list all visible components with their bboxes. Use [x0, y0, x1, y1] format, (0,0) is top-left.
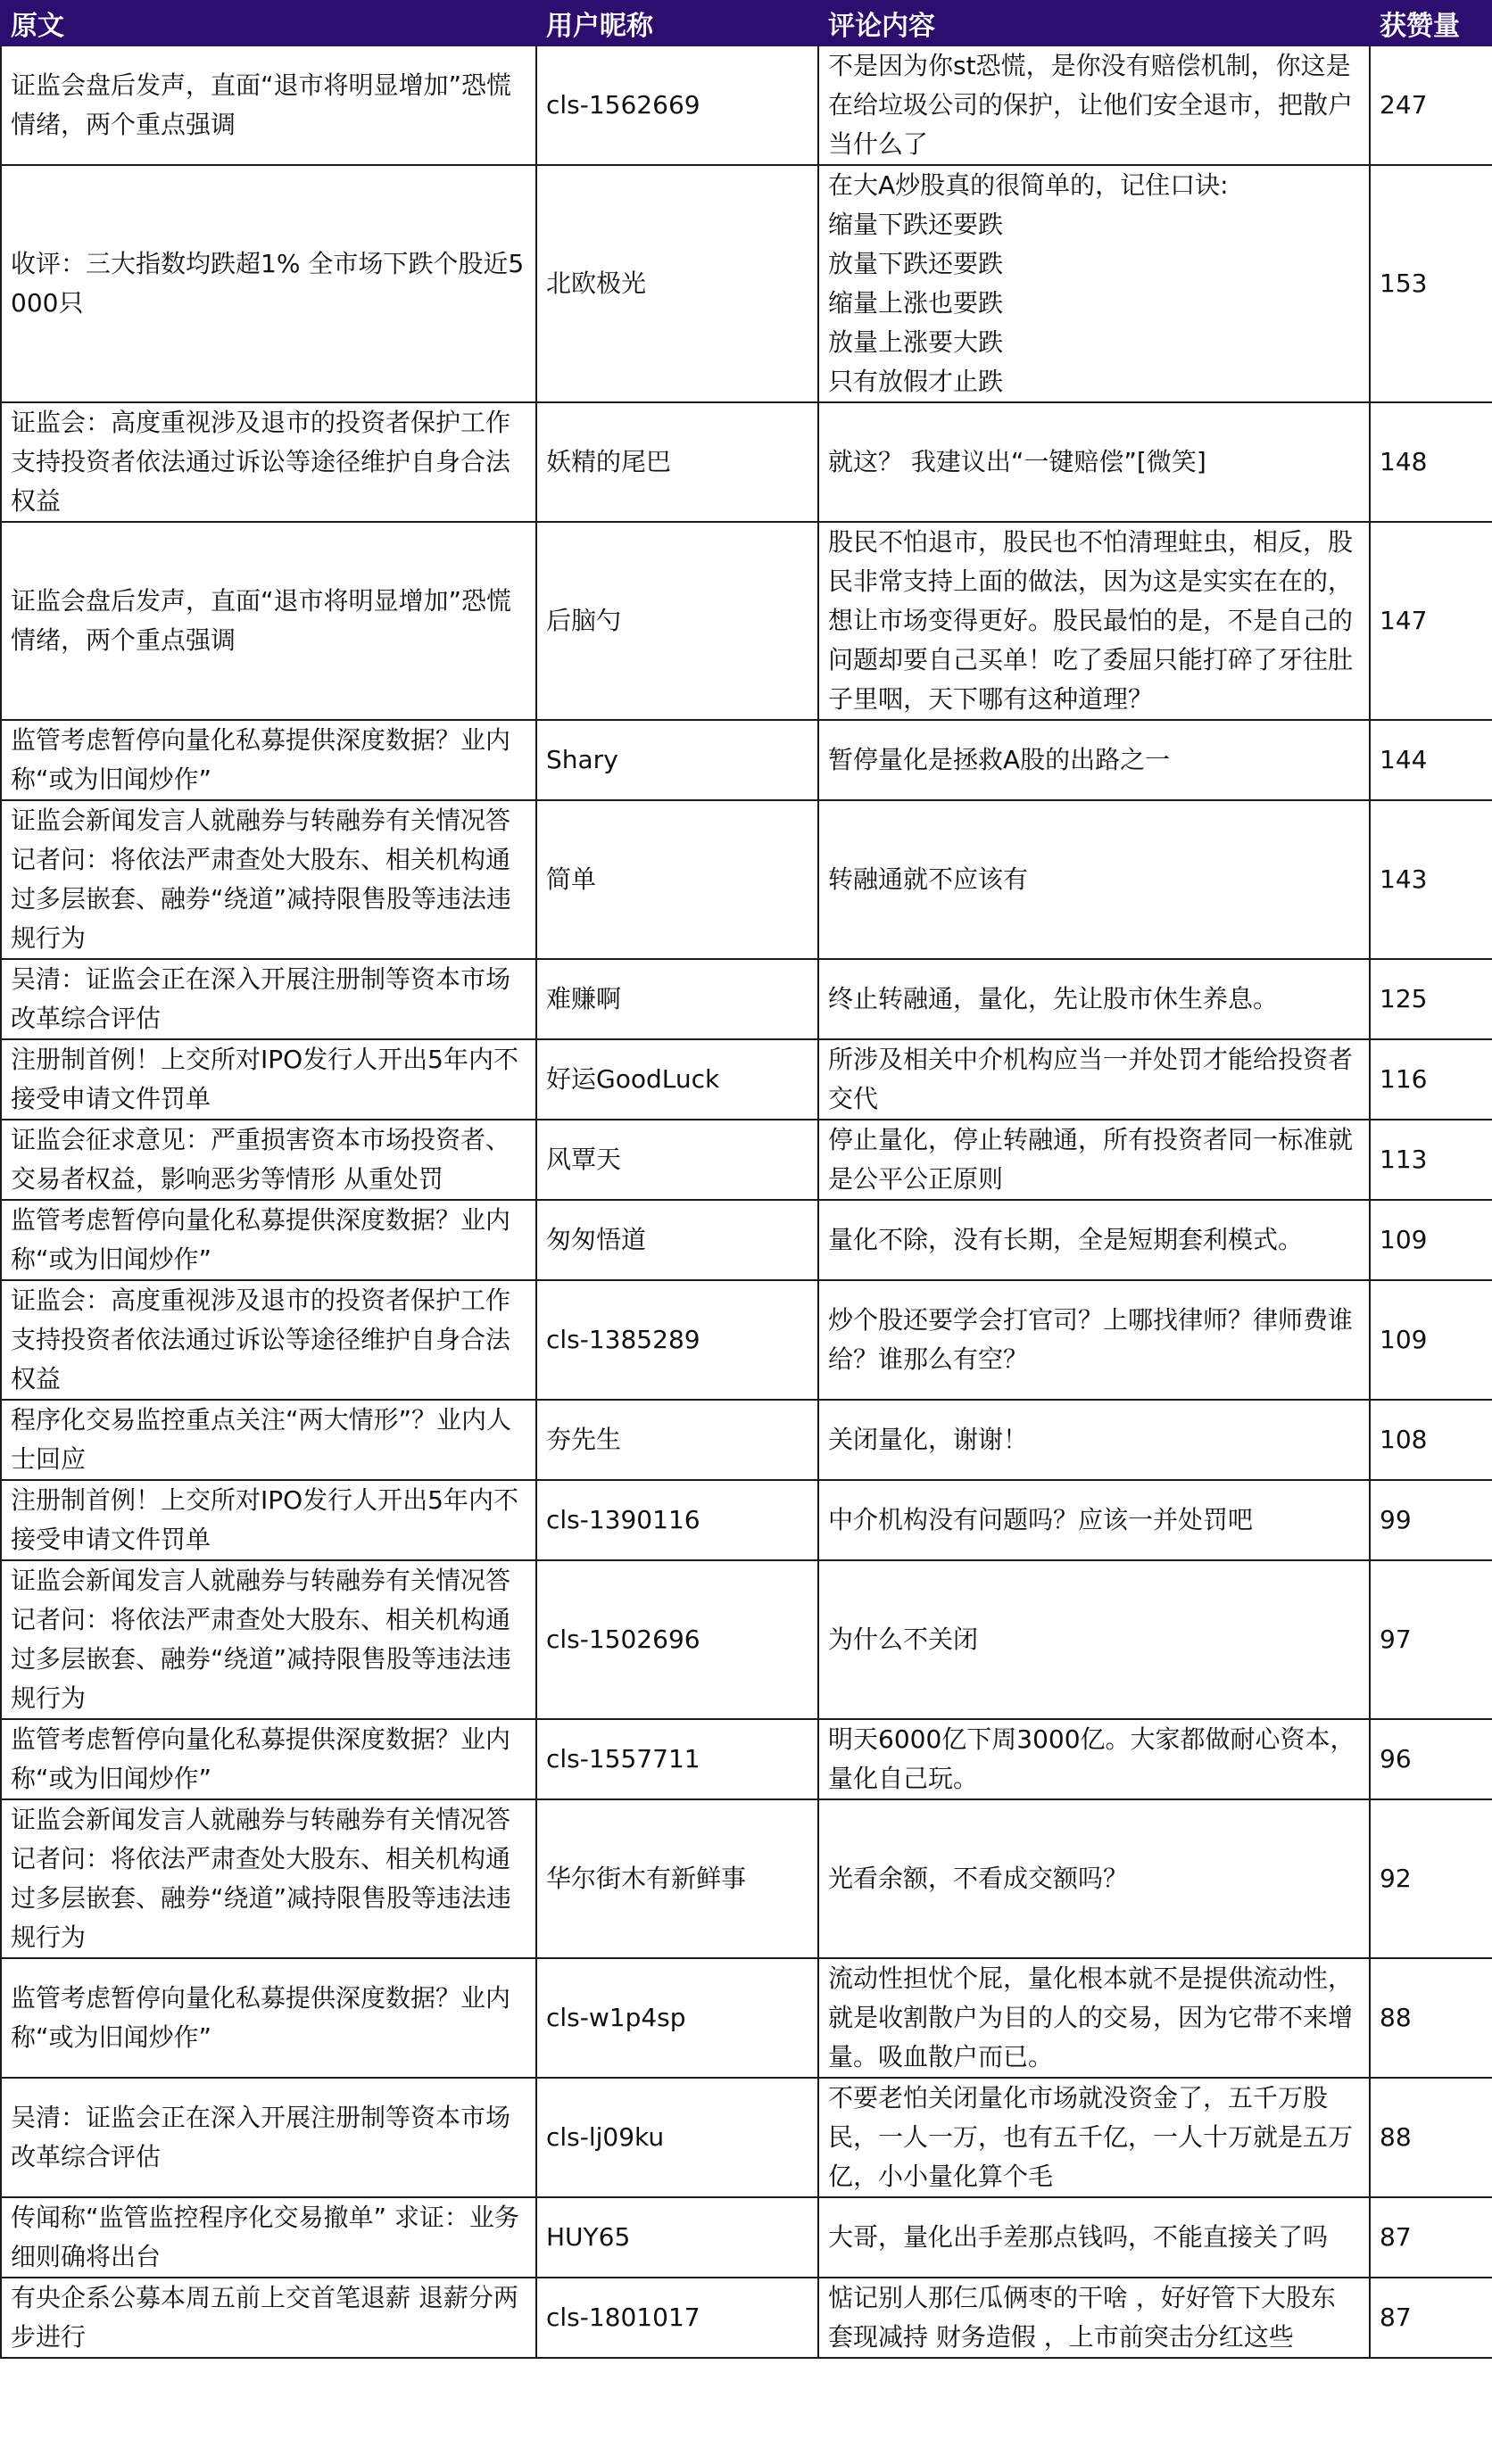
article-cell: 注册制首例！上交所对IPO发行人开出5年内不接受申请文件罚单	[1, 1039, 536, 1120]
user-cell: cls-lj09ku	[536, 2078, 818, 2197]
article-cell: 证监会盘后发声，直面“退市将明显增加”恐慌情绪，两个重点强调	[1, 45, 536, 165]
article-cell: 证监会：高度重视涉及退市的投资者保护工作 支持投资者依法通过诉讼等途径维护自身合法权益	[1, 402, 536, 522]
header-likes: 获赞量	[1370, 1, 1492, 45]
table-row	[1, 1039, 1492, 1120]
article-cell: 监管考虑暂停向量化私募提供深度数据？业内称“或为旧闻炒作”	[1, 1719, 536, 1799]
likes-cell: 92	[1370, 1799, 1492, 1958]
user-cell: Shary	[536, 720, 818, 800]
likes-cell: 99	[1370, 1480, 1492, 1560]
comment-cell: 明天6000亿下周3000亿。大家都做耐心资本，量化自己玩。	[818, 1719, 1370, 1799]
table-row	[1, 720, 1492, 800]
table-row	[1, 165, 1492, 402]
comment-cell: 股民不怕退市，股民也不怕清理蛀虫，相反，股民非常支持上面的做法，因为这是实实在在的，想让市场变得更好。股民最怕的是，不是自己的问题却要自己买单！吃了委屈只能打碎了牙往肚子里咽，天下哪有这种道理？	[818, 522, 1370, 720]
comment-cell: 惦记别人那仨瓜俩枣的干啥 ，好好管下大股东套现减持 财务造假 ，上市前突击分红这些	[818, 2278, 1370, 2358]
article-cell: 传闻称“监管监控程序化交易撤单” 求证：业务细则确将出台	[1, 2197, 536, 2278]
user-cell: 匆匆悟道	[536, 1200, 818, 1280]
likes-cell: 108	[1370, 1400, 1492, 1480]
article-cell: 程序化交易监控重点关注“两大情形”？业内人士回应	[1, 1400, 536, 1480]
comment-cell: 不要老怕关闭量化市场就没资金了，五千万股民，一人一万，也有五千亿，一人十万就是五万亿，小小量化算个毛	[818, 2078, 1370, 2197]
table-row	[1, 45, 1492, 165]
user-cell: 妖精的尾巴	[536, 402, 818, 522]
table-row	[1, 800, 1492, 959]
likes-cell: 87	[1370, 2197, 1492, 2278]
likes-cell: 144	[1370, 720, 1492, 800]
comment-cell: 中介机构没有问题吗？应该一并处罚吧	[818, 1480, 1370, 1560]
comment-cell: 炒个股还要学会打官司？上哪找律师？律师费谁给？谁那么有空？	[818, 1280, 1370, 1400]
article-cell: 证监会：高度重视涉及退市的投资者保护工作 支持投资者依法通过诉讼等途径维护自身合法权益	[1, 1280, 536, 1400]
comment-cell: 不是因为你st恐慌，是你没有赔偿机制，你这是在给垃圾公司的保护，让他们安全退市，把散户当什么了	[818, 45, 1370, 165]
user-cell: cls-1502696	[536, 1560, 818, 1719]
comment-cell: 转融通就不应该有	[818, 800, 1370, 959]
likes-cell: 97	[1370, 1560, 1492, 1719]
article-cell: 收评：三大指数均跌超1% 全市场下跌个股近5000只	[1, 165, 536, 402]
article-cell: 注册制首例！上交所对IPO发行人开出5年内不接受申请文件罚单	[1, 1480, 536, 1560]
user-cell: cls-w1p4sp	[536, 1958, 818, 2078]
likes-cell: 113	[1370, 1120, 1492, 1200]
table-row	[1, 1280, 1492, 1400]
comment-cell: 为什么不关闭	[818, 1560, 1370, 1719]
comment-cell: 大哥，量化出手差那点钱吗，不能直接关了吗	[818, 2197, 1370, 2278]
table-row	[1, 1400, 1492, 1480]
header-comment: 评论内容	[818, 1, 1370, 45]
table-row	[1, 1120, 1492, 1200]
article-cell: 监管考虑暂停向量化私募提供深度数据？业内称“或为旧闻炒作”	[1, 1200, 536, 1280]
article-cell: 有央企系公募本周五前上交首笔退薪 退薪分两步进行	[1, 2278, 536, 2358]
user-cell: 后脑勺	[536, 522, 818, 720]
user-cell: 好运GoodLuck	[536, 1039, 818, 1120]
comment-cell: 在大A炒股真的很简单的，记住口诀: 缩量下跌还要跌 放量下跌还要跌 缩量上涨也要跌 放量上涨要大跌 只有放假才止跌	[818, 165, 1370, 402]
table-row	[1, 1799, 1492, 1958]
header-user: 用户昵称	[536, 1, 818, 45]
table-row	[1, 2078, 1492, 2197]
comment-cell: 流动性担忧个屁，量化根本就不是提供流动性，就是收割散户为目的人的交易，因为它带不来增量。吸血散户而已。	[818, 1958, 1370, 2078]
user-cell: cls-1562669	[536, 45, 818, 165]
user-cell: HUY65	[536, 2197, 818, 2278]
likes-cell: 88	[1370, 2078, 1492, 2197]
table-row	[1, 2278, 1492, 2358]
user-cell: cls-1801017	[536, 2278, 818, 2358]
table-row	[1, 959, 1492, 1039]
likes-cell: 125	[1370, 959, 1492, 1039]
user-cell: cls-1390116	[536, 1480, 818, 1560]
article-cell: 证监会征求意见：严重损害资本市场投资者、交易者权益，影响恶劣等情形 从重处罚	[1, 1120, 536, 1200]
table-row	[1, 402, 1492, 522]
likes-cell: 109	[1370, 1280, 1492, 1400]
comment-cell: 量化不除，没有长期，全是短期套利模式。	[818, 1200, 1370, 1280]
article-cell: 证监会盘后发声，直面“退市将明显增加”恐慌情绪，两个重点强调	[1, 522, 536, 720]
likes-cell: 96	[1370, 1719, 1492, 1799]
comment-cell: 停止量化，停止转融通，所有投资者同一标准就是公平公正原则	[818, 1120, 1370, 1200]
table-row	[1, 522, 1492, 720]
comment-cell: 所涉及相关中介机构应当一并处罚才能给投资者交代	[818, 1039, 1370, 1120]
user-cell: 风覃天	[536, 1120, 818, 1200]
likes-cell: 87	[1370, 2278, 1492, 2358]
user-cell: cls-1385289	[536, 1280, 818, 1400]
comment-cell: 终止转融通，量化，先让股市休生养息。	[818, 959, 1370, 1039]
likes-cell: 247	[1370, 45, 1492, 165]
likes-cell: 88	[1370, 1958, 1492, 2078]
article-cell: 监管考虑暂停向量化私募提供深度数据？业内称“或为旧闻炒作”	[1, 720, 536, 800]
likes-cell: 153	[1370, 165, 1492, 402]
table-row	[1, 1200, 1492, 1280]
table-row	[1, 1480, 1492, 1560]
user-cell: 简单	[536, 800, 818, 959]
user-cell: 难赚啊	[536, 959, 818, 1039]
table-row	[1, 1560, 1492, 1719]
likes-cell: 109	[1370, 1200, 1492, 1280]
likes-cell: 147	[1370, 522, 1492, 720]
article-cell: 吴清：证监会正在深入开展注册制等资本市场改革综合评估	[1, 2078, 536, 2197]
comment-cell: 光看余额，不看成交额吗？	[818, 1799, 1370, 1958]
article-cell: 监管考虑暂停向量化私募提供深度数据？业内称“或为旧闻炒作”	[1, 1958, 536, 2078]
article-cell: 证监会新闻发言人就融券与转融券有关情况答记者问：将依法严肃查处大股东、相关机构通过多层嵌套、融券“绕道”减持限售股等违法违规行为	[1, 1560, 536, 1719]
header-article: 原文	[1, 1, 536, 45]
comment-cell: 就这？ 我建议出“一键赔偿”[微笑]	[818, 402, 1370, 522]
user-cell: 北欧极光	[536, 165, 818, 402]
table-row	[1, 2197, 1492, 2278]
user-cell: cls-1557711	[536, 1719, 818, 1799]
likes-cell: 116	[1370, 1039, 1492, 1120]
article-cell: 证监会新闻发言人就融券与转融券有关情况答记者问：将依法严肃查处大股东、相关机构通过多层嵌套、融券“绕道”减持限售股等违法违规行为	[1, 800, 536, 959]
header-row	[1, 1, 1492, 45]
article-cell: 吴清：证监会正在深入开展注册制等资本市场改革综合评估	[1, 959, 536, 1039]
table-row	[1, 1958, 1492, 2078]
comment-cell: 暂停量化是拯救A股的出路之一	[818, 720, 1370, 800]
likes-cell: 148	[1370, 402, 1492, 522]
article-cell: 证监会新闻发言人就融券与转融券有关情况答记者问：将依法严肃查处大股东、相关机构通过多层嵌套、融券“绕道”减持限售股等违法违规行为	[1, 1799, 536, 1958]
user-cell: 夯先生	[536, 1400, 818, 1480]
table-row	[1, 1719, 1492, 1799]
user-cell: 华尔街木有新鲜事	[536, 1799, 818, 1958]
likes-cell: 143	[1370, 800, 1492, 959]
comment-cell: 关闭量化，谢谢！	[818, 1400, 1370, 1480]
